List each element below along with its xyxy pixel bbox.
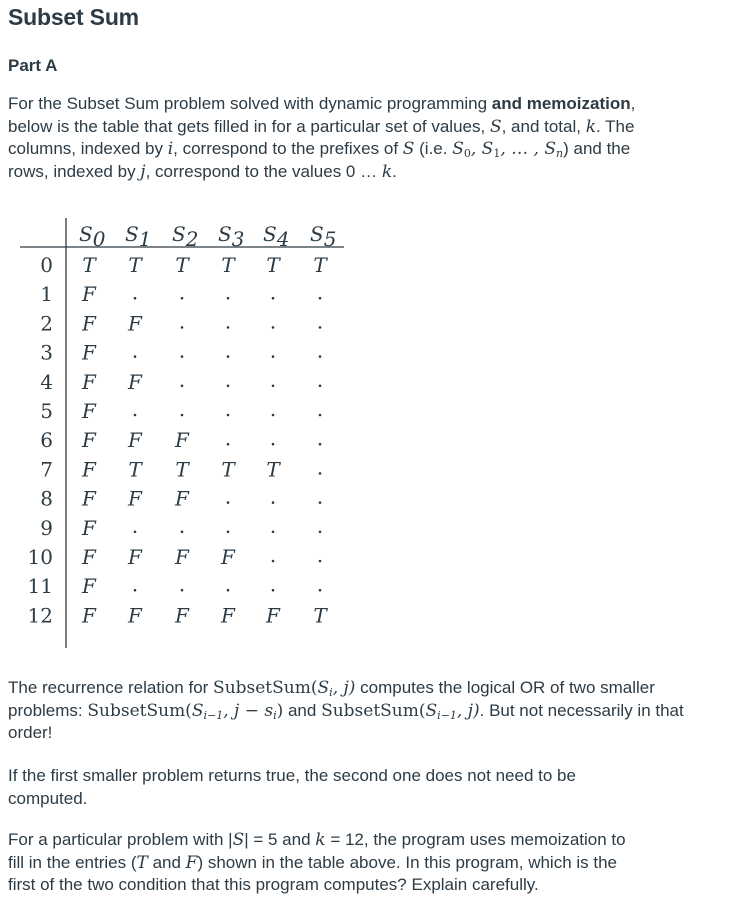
column-header: S2 xyxy=(172,222,199,251)
column-header: S5 xyxy=(310,222,337,251)
column-header-subscript: 3 xyxy=(231,227,245,251)
table-cell: F xyxy=(82,428,96,453)
table-cell-empty-dot xyxy=(181,414,184,417)
table-cell: F xyxy=(128,486,142,511)
table-cell-empty-dot xyxy=(227,501,230,504)
table-cell-empty-dot xyxy=(319,326,322,329)
table-cell: F xyxy=(128,603,142,628)
table-cell: F xyxy=(82,311,96,336)
column-header: S4 xyxy=(263,222,290,251)
part-heading: Part A xyxy=(8,56,58,75)
table-cell-empty-dot xyxy=(227,531,230,534)
table-cell: F xyxy=(175,545,189,569)
table-cell-empty-dot xyxy=(319,589,322,592)
short-circuit-paragraph: If the first smaller problem returns true, the second one does not need to be computed. xyxy=(8,766,576,808)
row-label: 9 xyxy=(40,515,53,540)
table-cell: F xyxy=(175,486,189,511)
row-label: 8 xyxy=(40,486,53,511)
table-cell: F xyxy=(82,369,96,394)
table-cell-empty-dot xyxy=(181,297,184,300)
table-cell-empty-dot xyxy=(319,560,322,563)
table-cell: T xyxy=(82,253,96,277)
table-cell-empty-dot xyxy=(227,355,230,358)
table-cell: T xyxy=(175,457,189,482)
table-cell: F xyxy=(175,603,189,628)
column-header-subscript: 0 xyxy=(92,227,106,251)
table-cell: T xyxy=(266,457,280,482)
table-cell-empty-dot xyxy=(134,355,137,358)
row-label: 0 xyxy=(40,253,53,277)
table-cell-empty-dot xyxy=(272,560,275,563)
intro-paragraph: For the Subset Sum problem solved with dynamic programming and memoization, below is the table that gets filled in for a particular set of values, S, and total, k. The columns, indexed by i, correspond to the prefixes of S (i.e. $S_0$, $S_1$, … , $S_n$) and the rows, indexed by j, correspond to the values 0 … k. xyxy=(8,94,636,182)
table-cell-empty-dot xyxy=(319,414,322,417)
recurrence-paragraph: The recurrence relation for $SubsetSum(S_i$, j) computes the logical OR of two smaller problems: $SubsetSum(S_{i-1}$, $j - s_i$) and $SubsetSum(S_{i-1}$, j). But not necessarily in that order! xyxy=(8,678,684,742)
column-header-subscript: 4 xyxy=(276,227,290,251)
table-cell: T xyxy=(175,253,189,277)
row-label: 10 xyxy=(27,545,53,569)
table-cell-empty-dot xyxy=(272,501,275,504)
table-cell: F xyxy=(128,311,142,336)
table-cell: T xyxy=(128,253,142,277)
table-cell-empty-dot xyxy=(227,326,230,329)
table-cell-empty-dot xyxy=(181,326,184,329)
table-cell: T xyxy=(221,457,235,482)
row-label: 2 xyxy=(40,311,53,336)
table-cell: F xyxy=(82,340,96,365)
table-cell-empty-dot xyxy=(272,355,275,358)
table-cell-empty-dot xyxy=(319,385,322,388)
table-cell: T xyxy=(266,253,280,277)
table-cell: F xyxy=(128,428,142,453)
table-cell-empty-dot xyxy=(181,531,184,534)
table-cell: F xyxy=(82,545,96,569)
table-cell-empty-dot xyxy=(181,589,184,592)
table-cell-empty-dot xyxy=(272,414,275,417)
row-label: 6 xyxy=(40,428,53,453)
table-cell-empty-dot xyxy=(227,414,230,417)
row-label: 12 xyxy=(27,603,53,628)
row-label: 4 xyxy=(40,369,53,394)
column-header-subscript: 5 xyxy=(323,227,337,251)
table-cell-empty-dot xyxy=(319,297,322,300)
table-cell: F xyxy=(221,603,235,628)
column-header-subscript: 1 xyxy=(138,227,152,251)
table-cell-empty-dot xyxy=(272,326,275,329)
table-cell: F xyxy=(82,603,96,628)
row-label: 7 xyxy=(40,457,53,482)
table-cell-empty-dot xyxy=(319,443,322,446)
table-cell: F xyxy=(82,515,96,540)
table-cell: T xyxy=(128,457,142,482)
column-header: S3 xyxy=(218,222,245,251)
table-cell-empty-dot xyxy=(134,414,137,417)
question-paragraph: For a particular problem with |S| = 5 and k = 12, the program uses memoization to fill in the entries (T and F) shown in the table above. In this program, which is the first of the two condition that this program computes? Explain carefully. xyxy=(8,830,626,894)
table-cell-empty-dot xyxy=(319,472,322,475)
table-cell-empty-dot xyxy=(272,385,275,388)
table-cell-empty-dot xyxy=(319,501,322,504)
table-cell-empty-dot xyxy=(272,297,275,300)
table-cell-empty-dot xyxy=(319,355,322,358)
table-cell: T xyxy=(313,253,327,277)
table-cell: F xyxy=(175,428,189,453)
page-title: Subset Sum xyxy=(8,4,139,30)
table-cell-empty-dot xyxy=(272,589,275,592)
table-cell-empty-dot xyxy=(227,297,230,300)
table-cell: F xyxy=(128,369,142,394)
table-cell-empty-dot xyxy=(272,443,275,446)
table-cell: F xyxy=(82,457,96,482)
table-cell: T xyxy=(221,253,235,277)
table-cell-empty-dot xyxy=(227,443,230,446)
row-label: 1 xyxy=(40,282,53,307)
column-header: S1 xyxy=(125,222,152,251)
table-cell-empty-dot xyxy=(319,531,322,534)
table-cell-empty-dot xyxy=(272,531,275,534)
table-cell-empty-dot xyxy=(134,589,137,592)
table-cell-empty-dot xyxy=(134,297,137,300)
column-header: S0 xyxy=(79,222,106,251)
table-cell: T xyxy=(313,603,327,628)
table-cell-empty-dot xyxy=(227,385,230,388)
table-cell: F xyxy=(82,282,96,307)
table-cell-empty-dot xyxy=(181,355,184,358)
row-label: 3 xyxy=(40,340,53,365)
table-cell: F xyxy=(128,545,142,569)
column-header-subscript: 2 xyxy=(185,227,199,251)
table-cell: F xyxy=(82,399,96,423)
row-label: 11 xyxy=(27,574,53,599)
table-cell-empty-dot xyxy=(227,589,230,592)
table-cell-empty-dot xyxy=(181,385,184,388)
row-label: 5 xyxy=(40,399,53,423)
table-cell: F xyxy=(266,603,280,628)
table-cell: F xyxy=(82,486,96,511)
table-cell: F xyxy=(82,574,96,599)
table-cell-empty-dot xyxy=(134,531,137,534)
table-cell: F xyxy=(221,545,235,569)
